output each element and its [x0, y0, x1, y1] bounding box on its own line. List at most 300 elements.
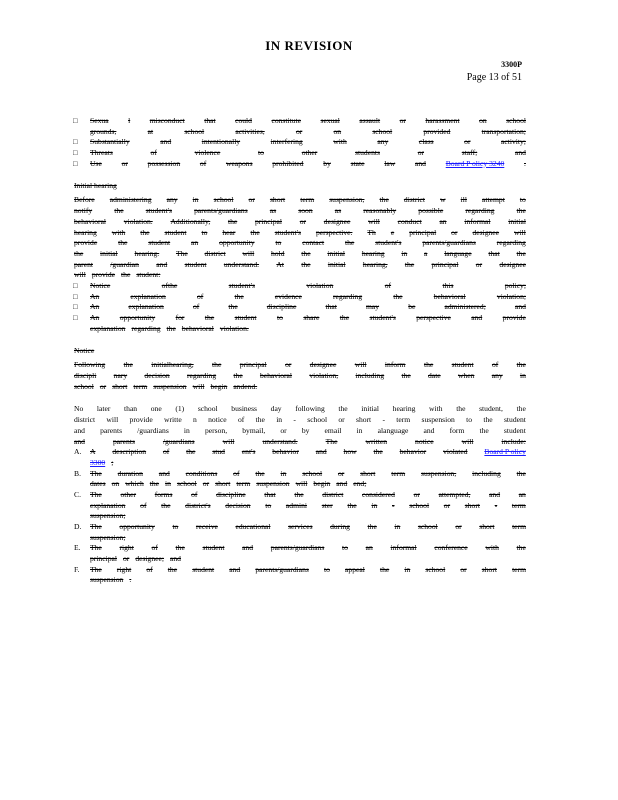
word: share [303, 313, 320, 322]
word: in [519, 371, 526, 381]
word: other [301, 148, 318, 158]
word: with [485, 543, 499, 553]
word: policy; [504, 280, 526, 290]
word: constitute [271, 116, 301, 125]
word: assault [359, 116, 381, 125]
checkbox-bullet-icon: □ [73, 291, 78, 301]
paragraph-line [74, 437, 526, 448]
word: the [118, 238, 128, 248]
word: the [121, 270, 131, 280]
word: soon [298, 206, 313, 216]
word: and [514, 302, 526, 312]
word: term [236, 479, 251, 489]
word: principal [239, 360, 267, 370]
word: the [401, 371, 411, 381]
word: of [191, 489, 198, 499]
word: the [212, 360, 222, 370]
word: district [204, 248, 226, 258]
word: begin [313, 479, 331, 489]
checkbox-bullet-icon: □ [73, 148, 78, 158]
word: class [418, 137, 434, 147]
word: student's [145, 206, 172, 216]
word: will [106, 415, 119, 425]
word: initial [327, 259, 346, 269]
word: the [167, 564, 178, 574]
word: Additionally, [170, 216, 211, 226]
spacer [74, 169, 526, 181]
word: the [379, 195, 389, 205]
board-policy-3300-number-link[interactable]: 3300 [90, 457, 106, 467]
word: including [355, 371, 385, 381]
word: short [481, 564, 497, 574]
word: an [191, 238, 199, 248]
checkbox-bullet-icon: □ [73, 116, 78, 125]
word: be [408, 302, 416, 312]
word: student, [479, 404, 503, 414]
word: the [140, 227, 150, 237]
word: ster [321, 500, 333, 510]
word: conference [434, 543, 468, 553]
word: right [116, 564, 132, 574]
bullet-item [74, 313, 526, 324]
word: forms [154, 489, 173, 499]
word: stud [212, 447, 225, 457]
word: (1) [175, 404, 185, 414]
word: staff; [461, 148, 478, 158]
word: or [121, 158, 128, 168]
word: of [146, 564, 153, 574]
word: or [295, 126, 303, 136]
bullet-item-cont [74, 324, 526, 335]
word: and [74, 425, 85, 435]
checkbox-bullet-icon: □ [73, 137, 78, 147]
word: to [276, 313, 283, 322]
word: to [258, 148, 264, 158]
word: date [428, 371, 441, 381]
word: form [449, 425, 465, 435]
paragraph-line [74, 371, 526, 382]
word: suspension [153, 381, 187, 391]
list-item-label: C. [74, 489, 81, 499]
word: the [347, 500, 357, 510]
word: regarding [496, 238, 526, 248]
word: as [269, 206, 277, 216]
section-heading-initial-hearing: Initial hearing [74, 181, 117, 191]
word: reasonably [363, 206, 397, 216]
word: discipline [266, 302, 297, 312]
word: school [506, 116, 526, 125]
word: the [479, 425, 489, 435]
word: of [151, 543, 158, 553]
word: school [307, 415, 328, 425]
word: or [399, 116, 406, 125]
word: suspension [421, 415, 455, 425]
bullet-item [74, 302, 526, 313]
word: will [222, 436, 235, 446]
checkbox-bullet-icon: □ [73, 158, 78, 168]
word: district [74, 415, 96, 425]
word: district's [185, 500, 211, 510]
word: will [295, 479, 308, 489]
word: suspension; [90, 511, 126, 521]
word: with [111, 227, 126, 237]
paragraph-line [74, 195, 526, 206]
list-item-label: A. [74, 447, 82, 457]
word: hold [271, 248, 285, 258]
page-number: Page 13 of 51 [466, 72, 522, 83]
word: that [488, 248, 500, 258]
word: violation. [219, 323, 249, 333]
word: opportunity [119, 522, 155, 531]
word: and [415, 158, 426, 168]
word: to [265, 500, 272, 510]
word: student [184, 259, 207, 269]
word: The [175, 248, 188, 258]
bullet-item [74, 116, 526, 127]
word: parents [100, 425, 123, 435]
word: the [228, 302, 238, 312]
word: harassment [425, 116, 460, 125]
word: and [423, 425, 435, 435]
word: activities, [235, 126, 265, 136]
word: the [255, 415, 265, 425]
word: provide [129, 415, 153, 425]
word: the [204, 313, 215, 322]
word: behavior [399, 447, 427, 457]
lettered-item-line [74, 543, 526, 554]
word: short [215, 479, 231, 489]
paragraph-line [74, 404, 526, 415]
word: term [300, 195, 315, 205]
word: and [489, 489, 501, 499]
word: with [429, 404, 443, 414]
word: /guardian [110, 259, 139, 269]
lettered-item-line [74, 565, 526, 576]
word: violation, [309, 371, 339, 381]
word: to [201, 227, 208, 237]
word: Threats [90, 148, 113, 158]
word: alanguage [377, 425, 409, 435]
word: will [514, 227, 526, 237]
list-item-label: B. [74, 468, 81, 478]
word: include: [501, 436, 526, 446]
word: person, [204, 425, 228, 435]
word: or [248, 195, 255, 205]
checkbox-bullet-icon: □ [73, 302, 78, 312]
paragraph-line [74, 217, 526, 228]
word: to [519, 195, 526, 205]
word: than [124, 404, 138, 414]
word: notice [208, 415, 227, 425]
paragraph-line [74, 238, 526, 249]
word: - [494, 500, 498, 510]
word: initial [508, 216, 526, 226]
word: will [354, 360, 367, 370]
word: services [288, 522, 313, 531]
word: hearing, [362, 259, 388, 269]
paragraph-line [74, 260, 526, 271]
word: student [451, 360, 474, 370]
word: an [518, 489, 526, 499]
word: the [393, 291, 403, 301]
board-policy-3240-link[interactable]: Board P olicy 3240 [445, 158, 505, 168]
word: Use [90, 158, 102, 168]
word: the [516, 404, 526, 414]
word: will [192, 381, 205, 391]
word: - [293, 415, 296, 425]
word: any [491, 371, 503, 381]
word: attempted, [438, 489, 471, 499]
word: or [99, 381, 107, 391]
word: principal [254, 216, 282, 226]
word: ent's [241, 447, 256, 457]
word: to [342, 543, 348, 553]
word: possible [418, 206, 444, 216]
word: violation; [496, 291, 526, 301]
word: the [123, 360, 133, 370]
lettered-item-line [74, 554, 526, 565]
word: Substantially [90, 137, 130, 147]
word: of [199, 158, 207, 168]
word: . [524, 158, 526, 168]
word: or [413, 489, 420, 499]
word: an [365, 543, 373, 553]
list-item-label: E. [74, 543, 81, 553]
word: term [512, 564, 526, 574]
word: of [237, 415, 245, 425]
word: day [270, 404, 282, 414]
word: and [242, 543, 254, 553]
word: The [90, 543, 102, 553]
word: The [90, 564, 102, 574]
word: or [123, 554, 130, 564]
word: student: [136, 270, 161, 280]
word: administering [109, 195, 152, 205]
word: the [186, 447, 196, 457]
word: attempt [482, 195, 505, 205]
word: admini [285, 500, 308, 510]
word: initial [361, 404, 380, 414]
word: sexual [320, 116, 340, 125]
word: regarding [187, 371, 217, 381]
bullet-item [74, 159, 526, 170]
word: of [233, 468, 240, 478]
word: A [90, 447, 96, 457]
word: school [176, 479, 197, 489]
paragraph-line [74, 415, 526, 426]
word: perspective. [315, 227, 353, 237]
word: the [404, 259, 415, 269]
word: informal [464, 216, 491, 226]
word: school [409, 500, 430, 510]
word: the [175, 543, 185, 553]
word: principal [90, 554, 117, 564]
word: or [299, 216, 307, 226]
word: the [166, 323, 176, 333]
page-title: IN REVISION [265, 38, 353, 53]
word: student [164, 227, 187, 237]
word: on [333, 126, 342, 136]
word: - [382, 415, 385, 425]
word: notice [415, 436, 434, 446]
bullet-item [74, 292, 526, 303]
paragraph-line [74, 206, 526, 217]
word: and [160, 137, 172, 147]
word: as [334, 206, 342, 216]
word: or [455, 522, 462, 531]
word: discipline [216, 489, 246, 499]
lettered-item-line [74, 490, 526, 501]
word: the [227, 216, 238, 226]
word: ill [460, 195, 467, 205]
word: provide [91, 270, 116, 280]
word: the [516, 248, 526, 258]
word: At [276, 259, 284, 269]
word: The [90, 468, 102, 478]
word: short [112, 381, 128, 391]
word: behavioral [74, 216, 107, 226]
word: short [464, 500, 480, 510]
word: with [333, 137, 347, 147]
bullet-item [74, 148, 526, 159]
word: suspension, [420, 468, 457, 478]
lettered-item-line [74, 522, 526, 533]
word: parents/guardians [194, 206, 248, 216]
word: of [162, 447, 170, 457]
word: of [192, 302, 200, 312]
word: Sexua [90, 116, 109, 125]
word: designee [472, 227, 500, 237]
word: Notice [90, 280, 111, 290]
word: in [276, 415, 283, 425]
word: and [156, 259, 168, 269]
word: designee; [135, 554, 165, 564]
word: the [516, 468, 526, 478]
word: description [112, 447, 147, 457]
word: considered [362, 489, 395, 499]
word: during [330, 522, 350, 531]
word: in [165, 479, 171, 489]
word: the [367, 522, 377, 531]
word: the [255, 468, 265, 478]
word: decision [225, 500, 251, 510]
word: in [192, 195, 199, 205]
word: conduct [397, 216, 422, 226]
word: writte [164, 415, 182, 425]
word: the [233, 371, 243, 381]
word: term [512, 522, 526, 531]
word: understand. [223, 259, 260, 269]
word: school [74, 381, 94, 391]
word: No [74, 404, 84, 414]
word: or [460, 564, 467, 574]
word: state [350, 158, 365, 168]
section-heading-notice: Notice [74, 346, 95, 356]
word: andend. [233, 381, 258, 391]
word: which [125, 479, 144, 489]
word: may [366, 302, 380, 312]
word: following [295, 404, 325, 414]
list-item-label: D. [74, 522, 82, 531]
word: student [503, 415, 526, 425]
word: perspective [416, 313, 451, 322]
word: the [456, 404, 466, 414]
word: the [149, 479, 160, 489]
word: or [464, 137, 471, 147]
word: short [355, 415, 372, 425]
word: contact [302, 238, 325, 248]
word: the [345, 238, 355, 248]
word: law [384, 158, 396, 168]
word: will [461, 436, 474, 446]
word: dates [90, 479, 106, 489]
word: interfering [270, 137, 303, 147]
word: on [479, 116, 487, 125]
word: on [111, 479, 120, 489]
word: school [372, 126, 393, 136]
word: school [197, 404, 218, 414]
word: a [424, 248, 428, 258]
word: principal [409, 227, 437, 237]
paragraph-line [74, 228, 526, 239]
word: violence [194, 148, 221, 158]
word: any [166, 195, 178, 205]
word: explanation [90, 323, 126, 333]
word: and [514, 148, 526, 158]
word: understand. [262, 436, 298, 446]
section-heading [74, 346, 526, 360]
word: inform [384, 360, 406, 370]
word: the [516, 543, 526, 553]
word: in [356, 425, 363, 435]
word: and [158, 468, 170, 478]
board-policy-3300-link[interactable]: Board P olicy [484, 447, 526, 457]
word: provided [423, 126, 451, 136]
word: ; [111, 457, 114, 467]
word: behavioral [259, 371, 293, 381]
word: hearing [392, 404, 416, 414]
word: student's [375, 238, 402, 248]
word: right [119, 543, 134, 553]
word: the [339, 313, 350, 322]
word: The [90, 522, 102, 531]
word: provide [74, 238, 98, 248]
word: parents/guardians [422, 238, 476, 248]
word: conditions [185, 468, 218, 478]
word: suspension; [90, 532, 126, 542]
word: violation. [123, 216, 153, 226]
list-item-label: F. [74, 564, 80, 574]
word: or [443, 500, 451, 510]
word: behavioral [433, 291, 466, 301]
word: when [457, 371, 475, 381]
bullet-item [74, 137, 526, 148]
word: school [417, 522, 438, 531]
word: in [371, 500, 378, 510]
word: An [90, 313, 100, 322]
word: students [355, 148, 380, 158]
word: initial [100, 248, 118, 258]
word: parent [74, 259, 93, 269]
word: violation [306, 280, 334, 290]
word: any [377, 137, 389, 147]
word: business [231, 404, 258, 414]
word: will [242, 248, 255, 258]
word: or [338, 415, 345, 425]
word: and [229, 564, 241, 574]
word: school [213, 195, 234, 205]
word: An [90, 302, 100, 312]
